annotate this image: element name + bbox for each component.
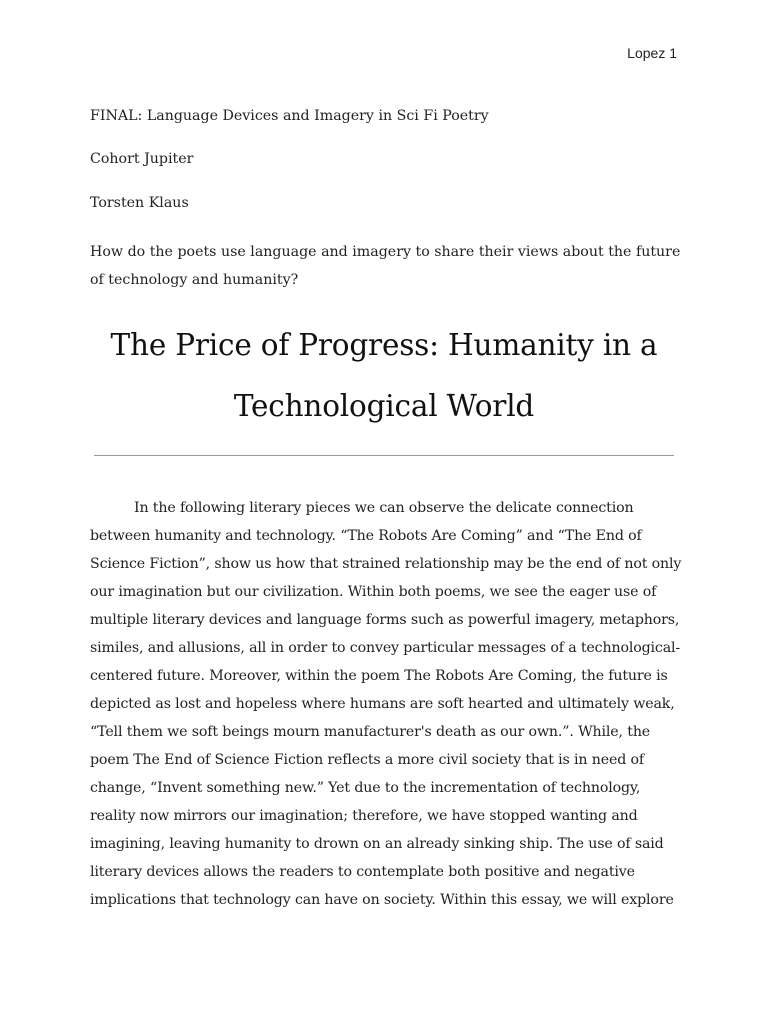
title-divider bbox=[94, 455, 674, 456]
essay-prompt: How do the poets use language and imagery to share their views about the future of technology and humanity? bbox=[90, 244, 681, 288]
assignment-line: FINAL: Language Devices and Imagery in Sci Fi Poetry bbox=[90, 108, 489, 124]
running-header: Lopez 1 bbox=[627, 45, 677, 61]
body-paragraph: In the following literary pieces we can observe the delicate connection between humanity and technology. “The Robots Are Coming” and “The End of Science Fiction”, show us how that strained relationship may be the end of not only our imagination but our civilization. Within both poems, we see the eager use of multiple literary devices and language forms such as powerful imagery, metaphors, similes, and allusions, all in order to convey particular messages of a technological-centered future. Moreover, within the poem The Robots Are Coming, the future is depicted as lost and hopeless where humans are soft hearted and ultimately weak, “Tell them we soft beings mourn manufacturer's death as our own.”. While, the poem The End of Science Fiction reflects a more civil society that is in need of change, “Invent something new.” Yet due to the incrementation of technology, reality now mirrors our imagination; therefore, we have stopped wanting and imagining, leaving humanity to drown on an already sinking ship. The use of said literary devices allows the readers to contemplate both positive and negative implications that technology can have on society. Within this essay, we will explore bbox=[90, 500, 682, 908]
instructor-line: Torsten Klaus bbox=[90, 195, 189, 211]
essay-title: The Price of Progress: Humanity in a Technological World bbox=[110, 328, 658, 423]
cohort-line: Cohort Jupiter bbox=[90, 151, 194, 167]
